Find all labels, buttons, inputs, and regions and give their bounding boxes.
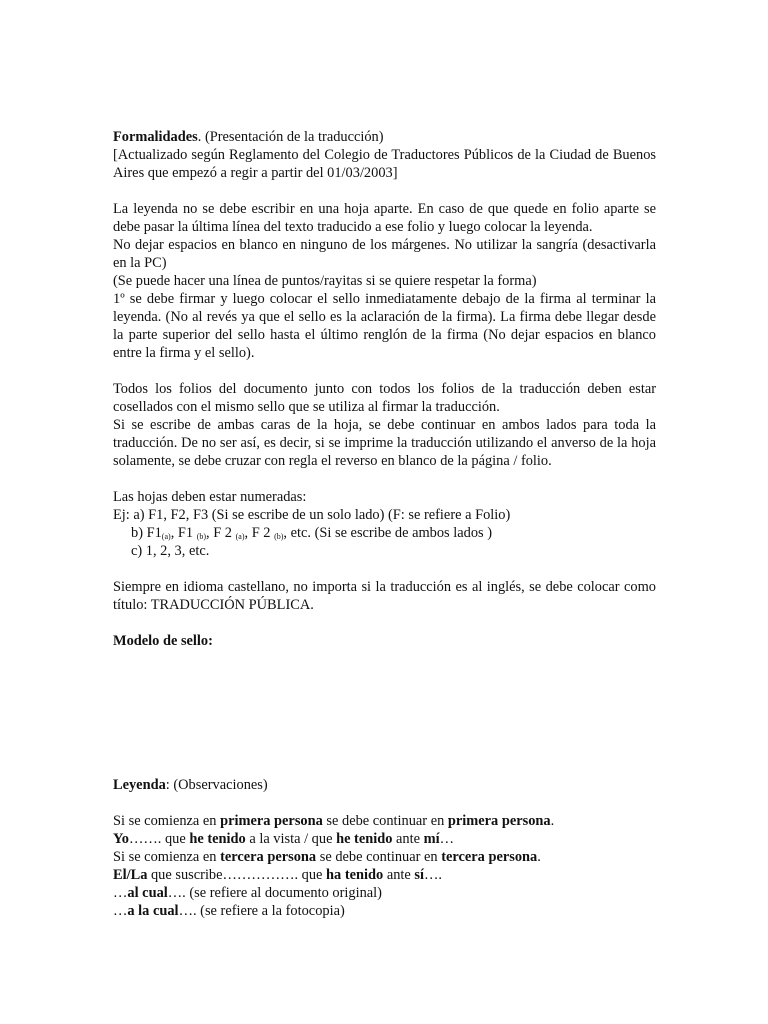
- paragraph-legend-placement: La leyenda no se debe escribir en una hoja aparte. En caso de que quede en folio aparte se debe pasar la última línea del texto traducido a ese folio y luego colocar la leyenda.: [113, 201, 656, 235]
- paragraph-signature-stamp: 1º se debe firmar y luego colocar el sello inmediatamente debajo de la firma al terminar la leyenda. (No al revés ya que el sello es la aclaración de la firma). La firma debe llegar desde la parte superior del sello hasta el último renglón de la firma (No dejar espacios en blanco entre la firma y el sello).: [113, 291, 656, 361]
- heading-title: Formalidades: [113, 129, 198, 145]
- legend-text: …: [113, 885, 128, 901]
- stamp-placeholder: [113, 650, 656, 776]
- legend-line-third-person: [113, 848, 656, 866]
- numbering-example-b: [113, 524, 656, 542]
- legend-text: ante: [392, 831, 424, 847]
- paragraph-language: Siempre en idioma castellano, no importa si la traducción es al inglés, se debe colocar como título: TRADUCCIÓN PÚBLICA.: [113, 579, 656, 613]
- legend-line-yo: [113, 830, 656, 848]
- update-note: [Actualizado según Reglamento del Colegio de Traductores Públicos de la Ciudad de Buenos Aires que empezó a regir a partir del 01/03/2003]: [113, 147, 656, 181]
- numbering-example-a: Ej: a) F1, F2, F3 (Si se escribe de un solo lado) (F: se refiere a Folio): [113, 507, 511, 523]
- legend-bold: a la cual: [127, 903, 179, 919]
- legend-line-first-person: [113, 812, 656, 830]
- numbering-b-prefix: b) F1: [131, 525, 162, 541]
- numbering-b-mid2: , F 2: [206, 525, 236, 541]
- legend-bold: primera persona: [220, 813, 323, 829]
- legend-text: ante: [383, 867, 415, 883]
- legend-text: a la vista / que: [245, 831, 337, 847]
- numbering-b-mid1: , F1: [170, 525, 197, 541]
- legend-text: ……. que: [129, 831, 190, 847]
- legend-text: …: [113, 903, 128, 919]
- legend-text: ….: [424, 867, 443, 883]
- legend-text: se debe continuar en: [322, 813, 448, 829]
- legend-text: que suscribe……………. que: [147, 867, 327, 883]
- legend-text: …: [439, 831, 454, 847]
- paragraph-cosellado: Todos los folios del documento junto con todos los folios de la traducción deben estar cosellados con el mismo sello que se utiliza al firmar la traducción.: [113, 381, 656, 415]
- legend-bold: sí: [414, 867, 425, 883]
- legend-heading-title: Leyenda: [113, 777, 166, 793]
- stamp-heading-text: Modelo de sello:: [113, 633, 213, 649]
- document-page: [113, 128, 656, 920]
- numbering-b-mid3: , F 2: [244, 525, 275, 541]
- heading-title-suffix: . (Presentación de la traducción): [197, 129, 384, 145]
- legend-bold: primera persona: [447, 813, 551, 829]
- legend-bold: El/La: [113, 867, 148, 883]
- paragraph-dotted-line: (Se puede hacer una línea de puntos/rayitas si se quiere respetar la forma): [113, 273, 537, 289]
- legend-text: Si se comienza en: [113, 849, 221, 865]
- legend-text: se debe continuar en: [316, 849, 442, 865]
- legend-line-a-la-cual: [113, 902, 656, 920]
- legend-bold: ha tenido: [326, 867, 384, 883]
- numbering-b-sub1: (a): [161, 532, 171, 541]
- paragraph-margins: No dejar espacios en blanco en ninguno de los márgenes. No utilizar la sangría (desactivarla en la PC): [113, 237, 656, 271]
- numbering-example-c: c) 1, 2, 3, etc.: [131, 543, 210, 559]
- legend-bold: he tenido: [336, 831, 393, 847]
- stamp-heading: [113, 632, 656, 650]
- heading-line: [113, 128, 656, 146]
- legend-line-al-cual: [113, 884, 656, 902]
- legend-text: .: [537, 849, 541, 865]
- legend-bold: tercera persona: [220, 849, 317, 865]
- legend-text: …. (se refiere al documento original): [167, 885, 382, 901]
- numbering-b-suffix: , etc. (Si se escribe de ambos lados ): [283, 525, 493, 541]
- legend-bold: al cual: [127, 885, 168, 901]
- legend-bold: he tenido: [189, 831, 246, 847]
- legend-heading-suffix: : (Observaciones): [165, 777, 268, 793]
- legend-bold: tercera persona: [441, 849, 538, 865]
- legend-bold: mí: [423, 831, 440, 847]
- legend-line-el-la: [113, 866, 656, 884]
- numbering-b-sub2: (b): [196, 532, 207, 541]
- paragraph-both-sides: Si se escribe de ambas caras de la hoja, se debe continuar en ambos lados para toda la traducción. De no ser así, es decir, si se imprime la traducción utilizando el anverso de la hoja solamente, se debe cruzar con regla el reverso en blanco de la página / folio.: [113, 417, 656, 469]
- numbering-intro: Las hojas deben estar numeradas:: [113, 489, 307, 505]
- numbering-b-sub4: (b): [274, 532, 284, 541]
- legend-heading: [113, 776, 656, 794]
- numbering-b-sub3: (a): [235, 532, 245, 541]
- legend-bold: Yo: [113, 831, 129, 847]
- legend-text: …. (se refiere a la fotocopia): [178, 903, 345, 919]
- legend-text: Si se comienza en: [113, 813, 221, 829]
- legend-text: .: [550, 813, 555, 829]
